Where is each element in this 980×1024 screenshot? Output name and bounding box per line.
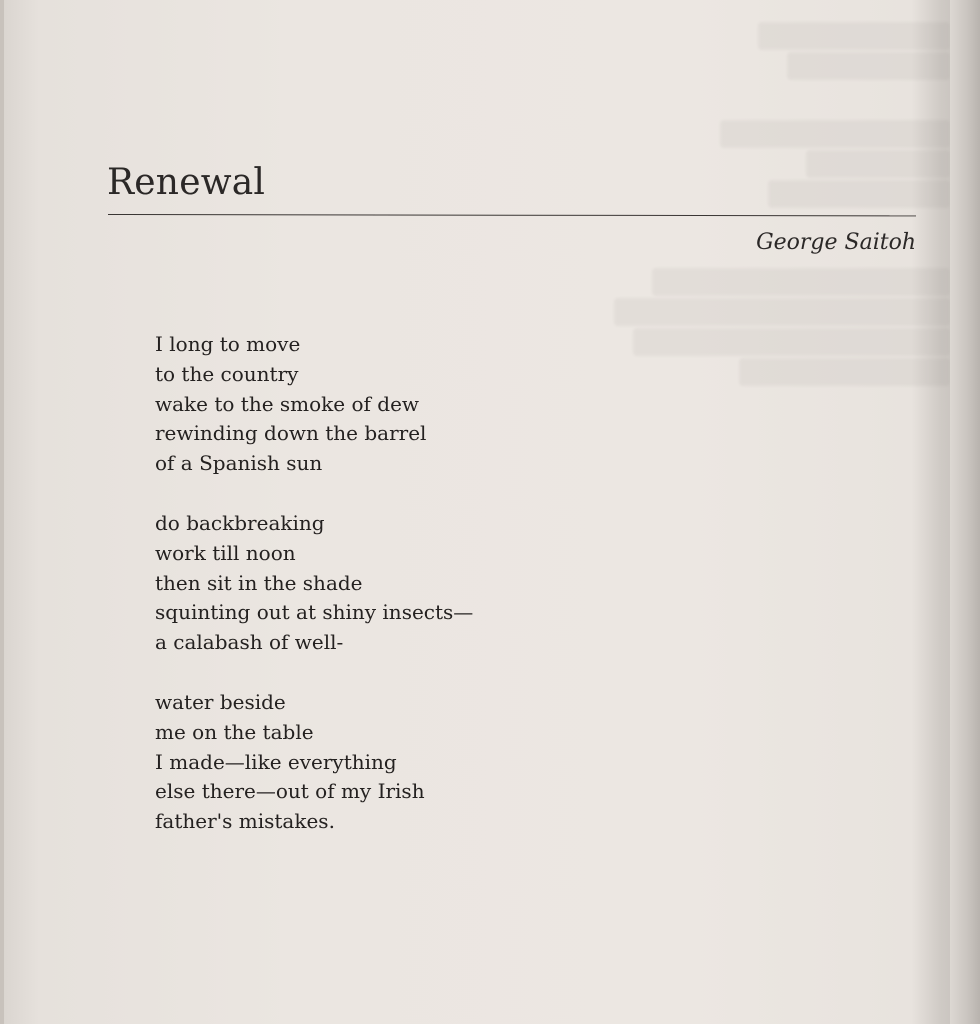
page-edge-right: [950, 0, 980, 1024]
stanza-1: [155, 330, 575, 479]
poem-line: a calabash of well-: [155, 630, 344, 655]
poem-line: squinting out at shiny insects—: [155, 600, 474, 625]
page-edge-left: [0, 0, 4, 1024]
poem-line: work till noon: [155, 540, 296, 565]
poem-line: wake to the smoke of dew: [155, 391, 420, 416]
poem-line: then sit in the shade: [155, 570, 363, 595]
poem-line: else there—out of my Irish: [155, 779, 425, 804]
poem-body: [155, 330, 575, 867]
stanza-3: [155, 688, 575, 837]
poem-line: to the country: [155, 361, 299, 386]
poem-line: of a Spanish sun: [155, 451, 323, 476]
poem-line: I long to move: [155, 332, 301, 356]
poem-line: rewinding down the barrel: [155, 421, 427, 446]
poem-line: I made—like everything: [155, 749, 397, 774]
poem-author: George Saitoh: [756, 230, 916, 255]
poem-line: me on the table: [155, 719, 314, 744]
poem-line: father's mistakes.: [155, 809, 335, 834]
poem-title: Renewal: [107, 162, 266, 203]
poem-line: do backbreaking: [155, 510, 325, 535]
poem-line: water beside: [155, 689, 286, 714]
stanza-2: [155, 509, 575, 658]
